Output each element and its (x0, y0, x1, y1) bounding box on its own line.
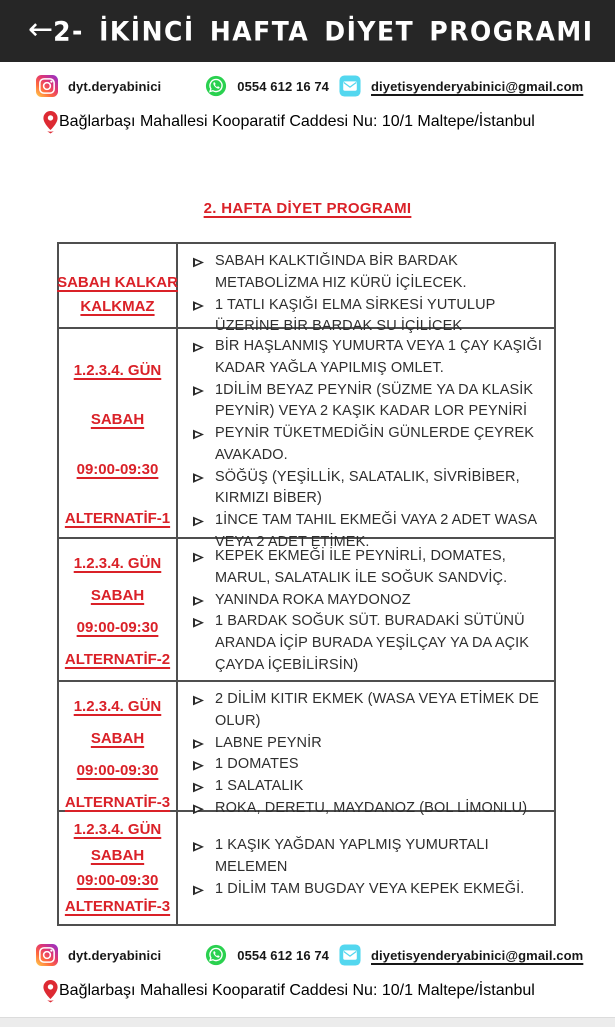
bottom-strip (0, 1017, 615, 1027)
diet-item (191, 467, 546, 511)
diet-item-text: PEYNİR TÜKETMEDİĞİN GÜNLERDE ÇEYREK AVAKADO. (215, 425, 535, 463)
diet-item-text: 1İNCE TAM TAHIL EKMEĞİ VAYA 2 ADET WASA VEYA 2 ADET ETİMEK. (215, 512, 537, 550)
whatsapp-icon (205, 75, 227, 97)
diet-item (191, 835, 546, 879)
diet-item-text: KEPEK EKMEĞİ İLE PEYNİRLİ, DOMATES, MARUL, SALATALIK İLE SOĞUK SANDVİÇ. (215, 548, 508, 586)
row-label-line: KALKMAZ (80, 297, 155, 315)
arrowhead-bullet-icon (193, 885, 204, 896)
table-row (59, 327, 554, 550)
diet-item-text: 1 DİLİM TAM BUGDAY VEYA KEPEK EKMEĞİ. (215, 880, 525, 897)
arrowhead-bullet-icon (193, 804, 204, 815)
whatsapp-contact[interactable] (205, 75, 329, 97)
diet-item (191, 611, 546, 676)
row-label-line: SABAH (90, 586, 145, 604)
contact-bar-bottom (0, 932, 615, 1017)
row-label-cell (59, 539, 178, 684)
arrowhead-bullet-icon (193, 386, 204, 397)
diet-item-text: ROKA, DERETU, MAYDANOZ (BOL LİMONLU) (215, 799, 528, 816)
whatsapp-number[interactable]: 0554 612 16 74 (237, 78, 330, 94)
row-label-line: 09:00-09:30 (76, 460, 159, 478)
arrowhead-bullet-icon (193, 596, 204, 607)
email-contact-footer[interactable] (339, 944, 583, 966)
arrowhead-bullet-icon (193, 342, 204, 353)
diet-item-text: 2 DİLİM KITIR EKMEK (WASA VEYA ETİMEK DE OLUR) (215, 691, 539, 729)
diet-item-text: 1 TATLI KAŞIĞI ELMA SİRKESİ YUTULUP ÜZERİNE BİR BARDAK SU İÇİLİCEK (215, 296, 496, 335)
email-link[interactable]: diyetisyenderyabinici@gmail.com (371, 78, 584, 94)
diet-item-text: 1 SALATALIK (215, 778, 304, 794)
instagram-contact[interactable] (36, 75, 161, 97)
address-text-footer: Bağlarbaşı Mahallesi Kooparatif Caddesi Nu: 10/1 Maltepe/İstanbul (59, 982, 535, 999)
row-label-line: SABAH KALKAR (57, 274, 178, 292)
row-label-cell (59, 812, 178, 924)
diet-item (191, 336, 546, 380)
diet-item-text: BİR HAŞLANMIŞ YUMURTA VEYA 1 ÇAY KAŞIĞI KADAR YAĞLA YAPILMIŞ OMLET. (215, 338, 543, 376)
contact-bar-top (0, 62, 615, 148)
arrowhead-bullet-icon (193, 760, 204, 771)
row-label-line: 09:00-09:30 (76, 618, 159, 636)
row-label-line: SABAH (90, 411, 145, 429)
diet-item-text: LABNE PEYNİR (215, 734, 322, 751)
diet-table (57, 242, 556, 926)
diet-item (191, 776, 546, 798)
instagram-handle[interactable]: dyt.deryabinici (68, 78, 162, 94)
table-row (59, 537, 554, 680)
page-title: 2- İKİNCİ HAFTA DİYET PROGRAMI (53, 15, 594, 47)
table-row (59, 810, 554, 924)
address-row (0, 110, 615, 134)
diet-item (191, 879, 546, 901)
arrowhead-bullet-icon (193, 617, 204, 628)
row-label-cell (59, 329, 178, 561)
diet-item-text: 1 KAŞIK YAĞDAN YAPLMIŞ YUMURTALI MELEMEN (215, 837, 489, 876)
row-label-line: ALTERNATİF-3 (64, 793, 171, 811)
diet-item-text: 1 DOMATES (215, 756, 299, 773)
row-label-cell (59, 682, 178, 827)
location-pin-icon (42, 110, 59, 134)
row-label-line: SABAH (90, 729, 145, 747)
instagram-contact-footer[interactable] (36, 944, 161, 966)
arrowhead-bullet-icon (193, 782, 204, 793)
arrowhead-bullet-icon (193, 301, 204, 312)
diet-item (191, 380, 546, 424)
row-label-line: 1.2.3.4. GÜN (73, 362, 162, 380)
email-contact[interactable] (339, 75, 583, 97)
diet-item (191, 423, 546, 467)
arrowhead-bullet-icon (193, 552, 204, 563)
diet-item (191, 733, 546, 755)
row-items-cell (178, 682, 554, 827)
arrowhead-bullet-icon (193, 257, 204, 268)
arrowhead-bullet-icon (193, 473, 204, 484)
arrowhead-bullet-icon (193, 841, 204, 852)
whatsapp-number-footer[interactable]: 0554 612 16 74 (237, 947, 330, 963)
arrowhead-bullet-icon (193, 516, 204, 527)
appbar (0, 0, 615, 62)
email-envelope-icon (339, 944, 361, 966)
diet-item (191, 754, 546, 776)
row-items-cell (178, 539, 554, 684)
instagram-handle-footer[interactable]: dyt.deryabinici (68, 947, 162, 963)
diet-item-text: SABAH KALKTIĞINDA BİR BARDAK METABOLİZMA HIZ KÜRÜ İÇİLECEK. (215, 253, 467, 291)
table-row (59, 680, 554, 816)
diet-item-text: 1 BARDAK SOĞUK SÜT. BURADAKİ SÜTÜNÜ ARANDA İÇİP BURADA YEŞİLÇAY YA DA AÇIK ÇAYDA İÇEBİLİRSİN) (215, 613, 530, 673)
row-label-line: 1.2.3.4. GÜN (73, 821, 162, 839)
row-label-line: 1.2.3.4. GÜN (73, 554, 162, 572)
address-row-footer (0, 979, 615, 1003)
diet-item (191, 546, 546, 590)
table-row (57, 244, 554, 335)
row-label-line: ALTERNATİF-3 (64, 897, 171, 915)
location-pin-icon (42, 979, 59, 1003)
row-items-cell (178, 812, 554, 924)
diet-item (191, 251, 546, 295)
row-label-line: SABAH (90, 846, 145, 864)
document-title: 2. HAFTA DİYET PROGRAMI (203, 200, 412, 217)
instagram-icon (36, 944, 58, 966)
row-label-line: ALTERNATİF-2 (64, 650, 171, 668)
address-text: Bağlarbaşı Mahallesi Kooparatif Caddesi Nu: 10/1 Maltepe/İstanbul (59, 113, 535, 130)
arrowhead-bullet-icon (193, 695, 204, 706)
row-label-line: 09:00-09:30 (76, 872, 159, 890)
diet-item-text: SÖĞÜŞ (YEŞİLLİK, SALATALIK, SİVRİBİBER, KIRMIZI BİBER) (215, 468, 520, 507)
row-label-line: ALTERNATİF-1 (64, 510, 171, 528)
row-items-cell (178, 329, 554, 561)
arrowhead-bullet-icon (193, 429, 204, 440)
back-arrow-icon[interactable]: ← (28, 11, 54, 47)
diet-item (191, 590, 546, 612)
contact-row (0, 944, 615, 966)
row-label-line: 09:00-09:30 (76, 761, 159, 779)
arrowhead-bullet-icon (193, 739, 204, 750)
diet-item-text: 1DİLİM BEYAZ PEYNİR (SÜZME YA DA KLASİK PEYNİR) VEYA 2 KAŞIK KADAR LOR PEYNİRİ (215, 381, 534, 420)
whatsapp-contact-footer[interactable] (205, 944, 329, 966)
row-label-line: 1.2.3.4. GÜN (73, 697, 162, 715)
email-envelope-icon (339, 75, 361, 97)
whatsapp-icon (205, 944, 227, 966)
diet-item (191, 689, 546, 733)
instagram-icon (36, 75, 58, 97)
diet-item-text: YANINDA ROKA MAYDONOZ (215, 591, 411, 608)
contact-row (0, 75, 615, 97)
email-link-footer[interactable]: diyetisyenderyabinici@gmail.com (371, 947, 584, 963)
